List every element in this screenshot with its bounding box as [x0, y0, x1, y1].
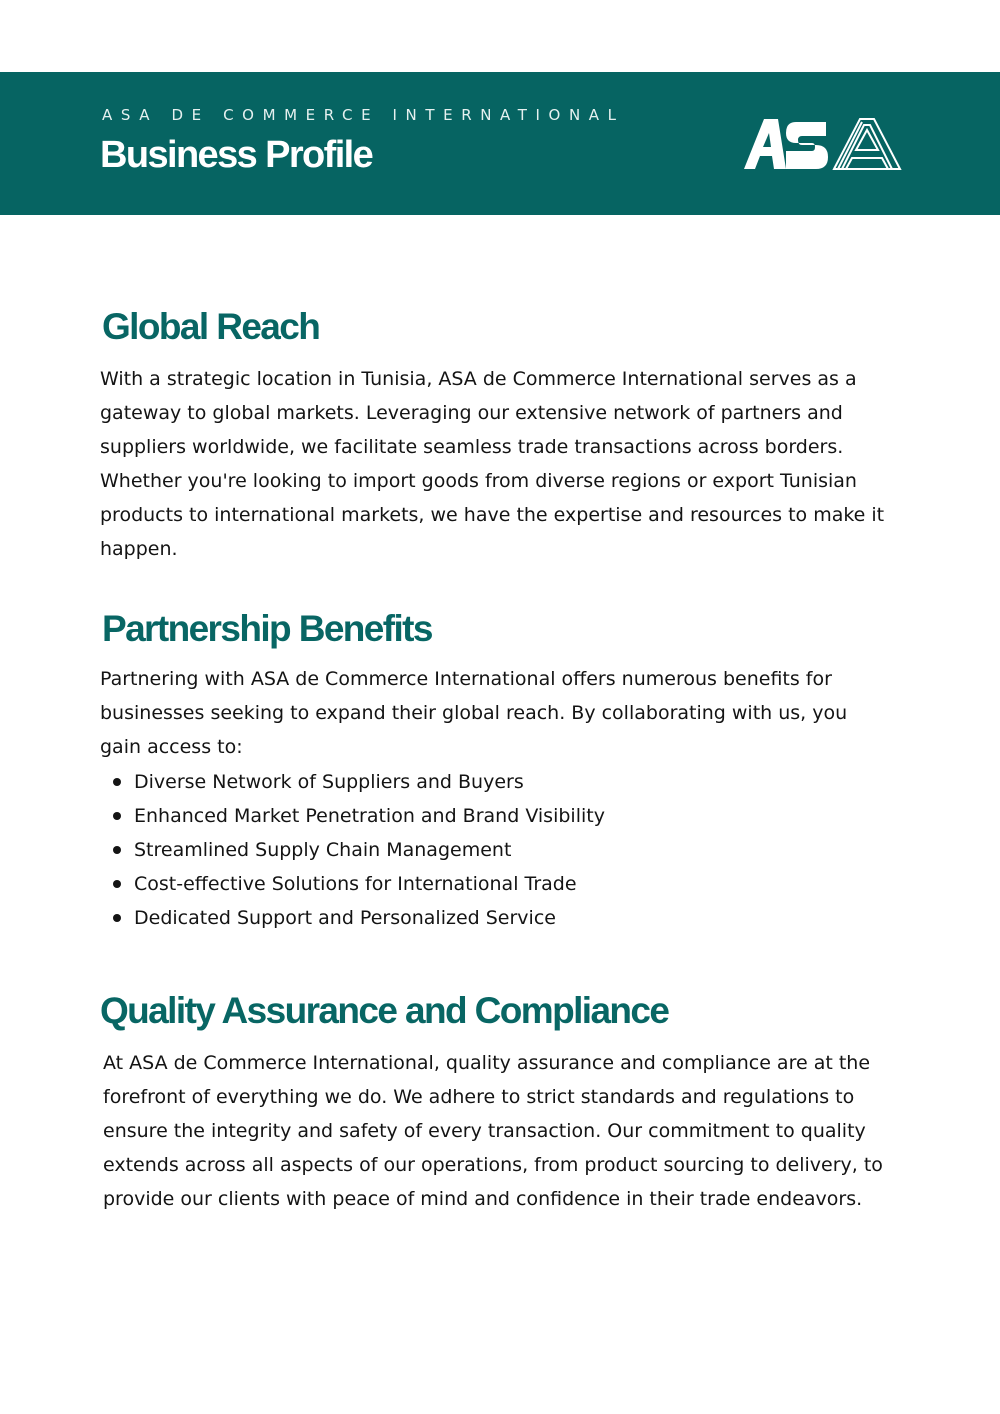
list-item	[100, 765, 860, 799]
section-heading-quality-assurance: Quality Assurance and Compliance	[100, 990, 669, 1031]
bullet-icon	[113, 778, 121, 786]
global-reach-paragraph: With a strategic location in Tunisia, ASA de Commerce International serves as a gateway to global markets. Leveraging our extensive network of partners and suppliers worldwide, we facilitate seamless trade transactions across borders. Whether you're looking to import goods from diverse regions or export Tunisian products to international markets, we have the expertise and resources to make it happen.	[100, 368, 885, 560]
bullet-icon	[113, 812, 121, 820]
list-item	[100, 799, 860, 833]
quality-paragraph: At ASA de Commerce International, quality assurance and compliance are at the forefront of everything we do. We adhere to strict standards and regulations to ensure the integrity and safety of every transaction. Our commitment to quality extends across all aspects of our operations, from product sourcing to delivery, to provide our clients with peace of mind and confidence in their trade endeavors.	[103, 1052, 883, 1210]
benefit-text: Streamlined Supply Chain Management	[134, 839, 512, 861]
section-heading-global-reach: Global Reach	[102, 306, 320, 347]
company-name: ASA DE COMMERCE INTERNATIONAL	[102, 106, 625, 124]
bullet-icon	[113, 846, 121, 854]
document-title: Business Profile	[100, 134, 373, 176]
benefits-list	[100, 765, 860, 935]
bullet-icon	[113, 880, 121, 888]
section-heading-partnership-benefits: Partnership Benefits	[102, 608, 432, 649]
bullet-icon	[113, 914, 121, 922]
list-item	[100, 867, 860, 901]
list-item	[100, 901, 860, 935]
benefit-text: Cost-effective Solutions for International Trade	[134, 873, 577, 895]
benefit-text: Enhanced Market Penetration and Brand Visibility	[134, 805, 605, 827]
benefit-text: Dedicated Support and Personalized Service	[134, 907, 556, 929]
asa-logo	[742, 114, 902, 174]
benefit-text: Diverse Network of Suppliers and Buyers	[134, 771, 524, 793]
header-band	[0, 72, 1000, 215]
partnership-paragraph: Partnering with ASA de Commerce International offers numerous benefits for businesses seeking to expand their global reach. By collaborating with us, you gain access to:	[100, 668, 848, 758]
list-item	[100, 833, 860, 867]
